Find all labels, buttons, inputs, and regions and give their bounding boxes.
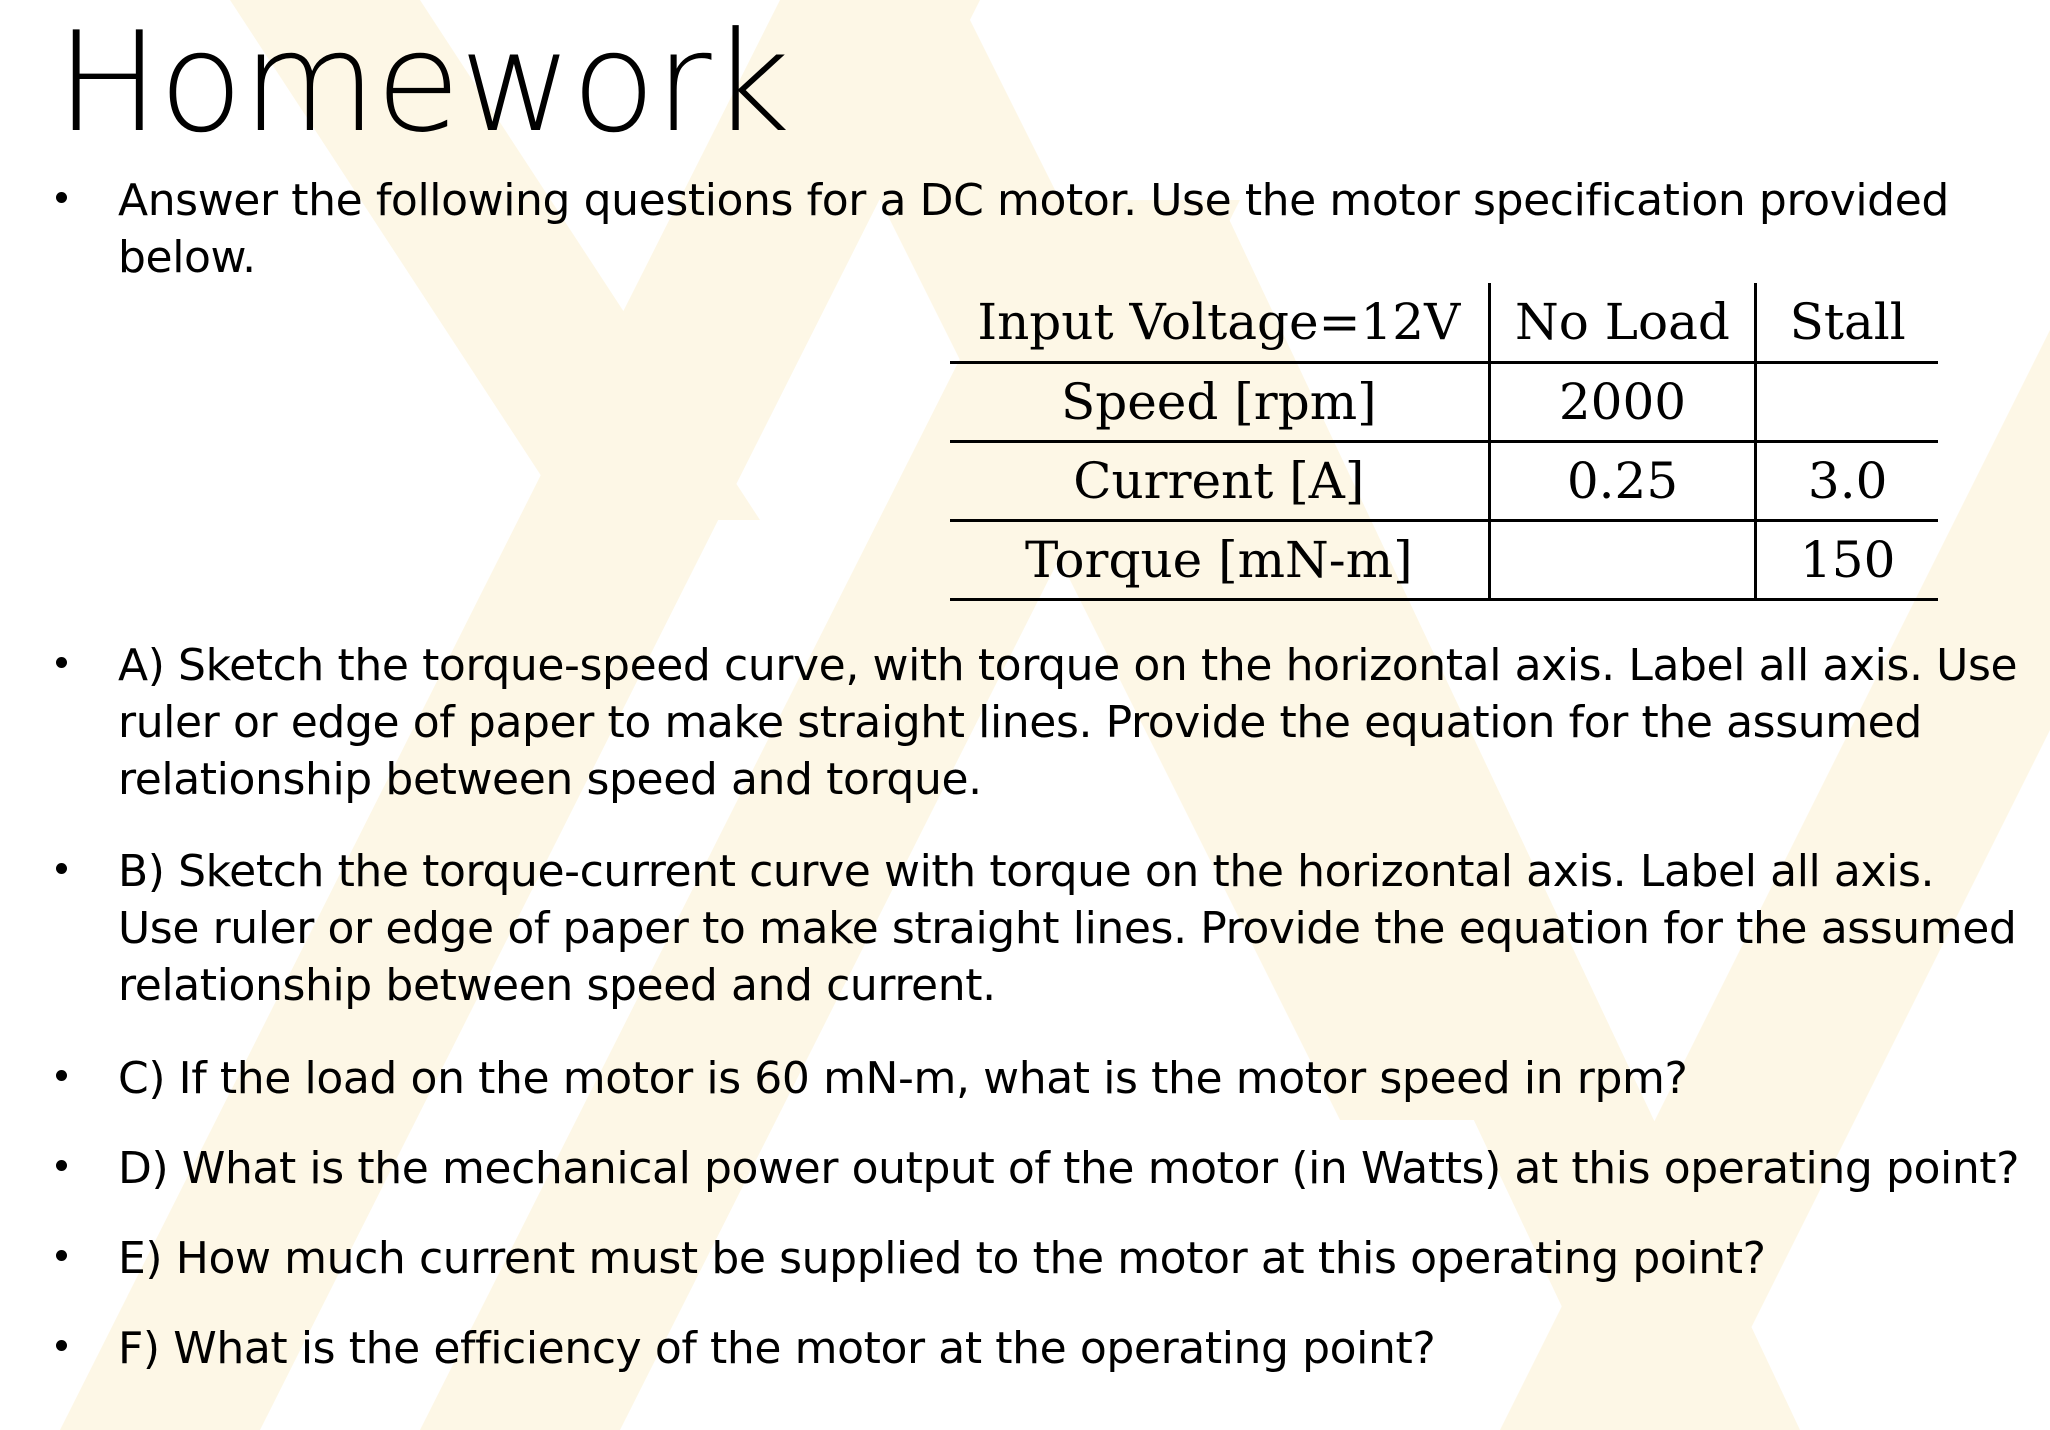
table-row [950, 442, 1938, 521]
question-c-text: C) If the load on the motor is 60 mN-m, what is the motor speed in rpm? [118, 1053, 1688, 1104]
cell-speed-stall [1756, 363, 1938, 442]
row-label-current: Current [A] [950, 442, 1489, 521]
page-title: Homework [56, 2, 790, 163]
table-row [950, 521, 1938, 600]
question-b-text: B) Sketch the torque-current curve with torque on the horizontal axis. Label all axis. Use ruler or edge of paper to make straight lines. Provide the equation for the assumed relationship between speed and current. [118, 846, 2017, 1011]
header-stall: Stall [1756, 283, 1938, 363]
cell-torque-no-load [1489, 521, 1756, 600]
intro-text: Answer the following questions for a DC motor. Use the motor specification provided below. [118, 175, 1949, 283]
question-e-text: E) How much current must be supplied to the motor at this operating point? [118, 1233, 1766, 1284]
header-no-load: No Load [1489, 283, 1756, 363]
question-f-text: F) What is the efficiency of the motor at the operating point? [118, 1323, 1436, 1374]
cell-current-no-load: 0.25 [1489, 442, 1756, 521]
header-input-voltage: Input Voltage=12V [950, 283, 1489, 363]
question-d-text: D) What is the mechanical power output of the motor (in Watts) at this operating point? [118, 1143, 2020, 1194]
bullet-dot [56, 1250, 67, 1261]
row-label-speed: Speed [rpm] [950, 363, 1489, 442]
cell-current-stall: 3.0 [1756, 442, 1938, 521]
bullet-dot [56, 657, 67, 668]
bullet-dot [56, 863, 67, 874]
cell-speed-no-load: 2000 [1489, 363, 1756, 442]
motor-spec-table [950, 283, 1938, 601]
table-header-row [950, 283, 1938, 363]
bullet-dot [56, 1340, 67, 1351]
question-a-text: A) Sketch the torque-speed curve, with torque on the horizontal axis. Label all axis. Use ruler or edge of paper to make straight lines. Provide the equation for the assumed relationship between speed and torque. [118, 640, 2018, 805]
table-row [950, 363, 1938, 442]
cell-torque-stall: 150 [1756, 521, 1938, 600]
bullet-dot [56, 1070, 67, 1081]
bullet-dot [56, 1160, 67, 1171]
bullet-dot [56, 192, 67, 203]
row-label-torque: Torque [mN-m] [950, 521, 1489, 600]
